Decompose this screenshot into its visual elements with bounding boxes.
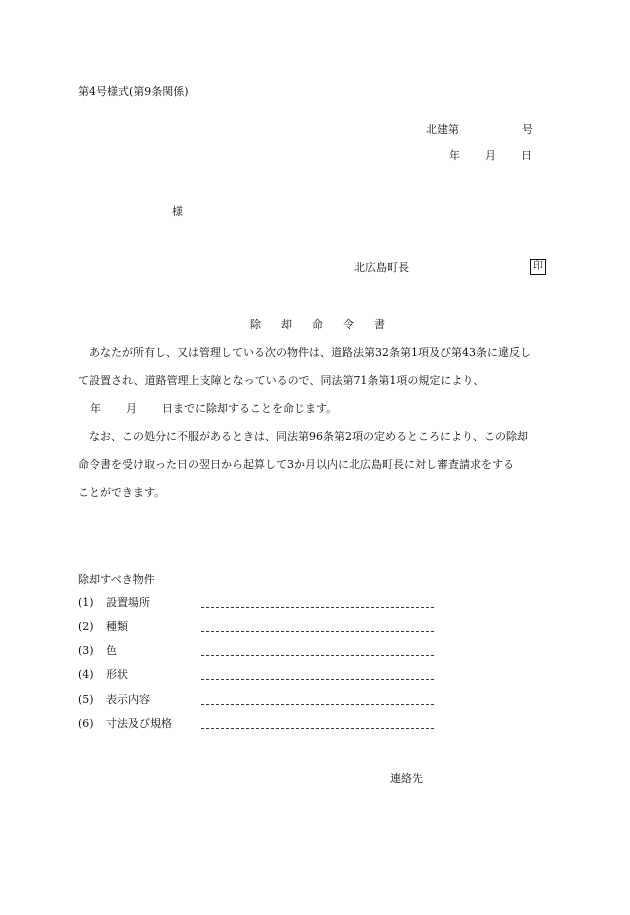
form-label: 第4号様式(第9条関係)	[78, 85, 189, 98]
items-heading: 除却すべき物件	[78, 573, 155, 586]
body-paragraph-1-line-1: あなたが所有し、又は管理している次の物件は、道路法第32条第1項及び第43条に違反し	[78, 346, 531, 359]
item-label: 表示内容	[106, 693, 150, 706]
item-fill-line	[201, 607, 434, 608]
body-paragraph-1-line-2: て設置され、道路管理上支障となっているので、同法第71条第1項の規定により、	[78, 374, 485, 387]
item-number: (5)	[78, 693, 94, 706]
item-number: (3)	[78, 644, 94, 657]
item-number: (1)	[78, 596, 94, 609]
body-paragraph-2-line-1: なお、この処分に不服があるときは、同法第96条第2項の定めるところにより、この除却	[78, 430, 528, 443]
body-paragraph-2-line-2: 命令書を受け取った日の翌日から起算して3か月以内に北広島町長に対し審査請求をする	[78, 458, 514, 471]
item-label: 寸法及び規格	[106, 717, 172, 730]
item-fill-line	[201, 631, 434, 632]
item-row	[78, 621, 438, 635]
deadline-suffix: 日までに除却することを命じます。	[162, 402, 338, 415]
item-fill-line	[201, 704, 434, 705]
deadline-month-label: 月	[126, 402, 137, 415]
item-row	[78, 694, 438, 708]
issuer-name: 北広島町長	[354, 261, 409, 274]
item-number: (2)	[78, 620, 94, 633]
item-row	[78, 645, 438, 659]
deadline-year-label: 年	[90, 402, 101, 415]
date-year-label: 年	[449, 149, 460, 162]
body-paragraph-2-line-3: ことができます。	[78, 486, 166, 499]
reference-prefix: 北建第	[426, 123, 459, 136]
item-fill-line	[201, 679, 434, 680]
item-label: 形状	[106, 668, 128, 681]
date-month-label: 月	[485, 149, 496, 162]
item-number: (4)	[78, 668, 94, 681]
seal-mark: 印	[530, 259, 546, 275]
item-row	[78, 718, 438, 732]
reference-suffix: 号	[522, 123, 533, 136]
item-row	[78, 597, 438, 611]
contact-label: 連絡先	[390, 772, 423, 785]
item-label: 色	[106, 644, 117, 657]
document-title: 除却命令書	[250, 318, 405, 331]
item-fill-line	[201, 728, 434, 729]
item-number: (6)	[78, 717, 94, 730]
addressee-honorific: 様	[172, 205, 183, 218]
item-fill-line	[201, 655, 434, 656]
item-row	[78, 669, 438, 683]
item-label: 種類	[106, 620, 128, 633]
item-label: 設置場所	[106, 596, 150, 609]
date-day-label: 日	[521, 149, 532, 162]
